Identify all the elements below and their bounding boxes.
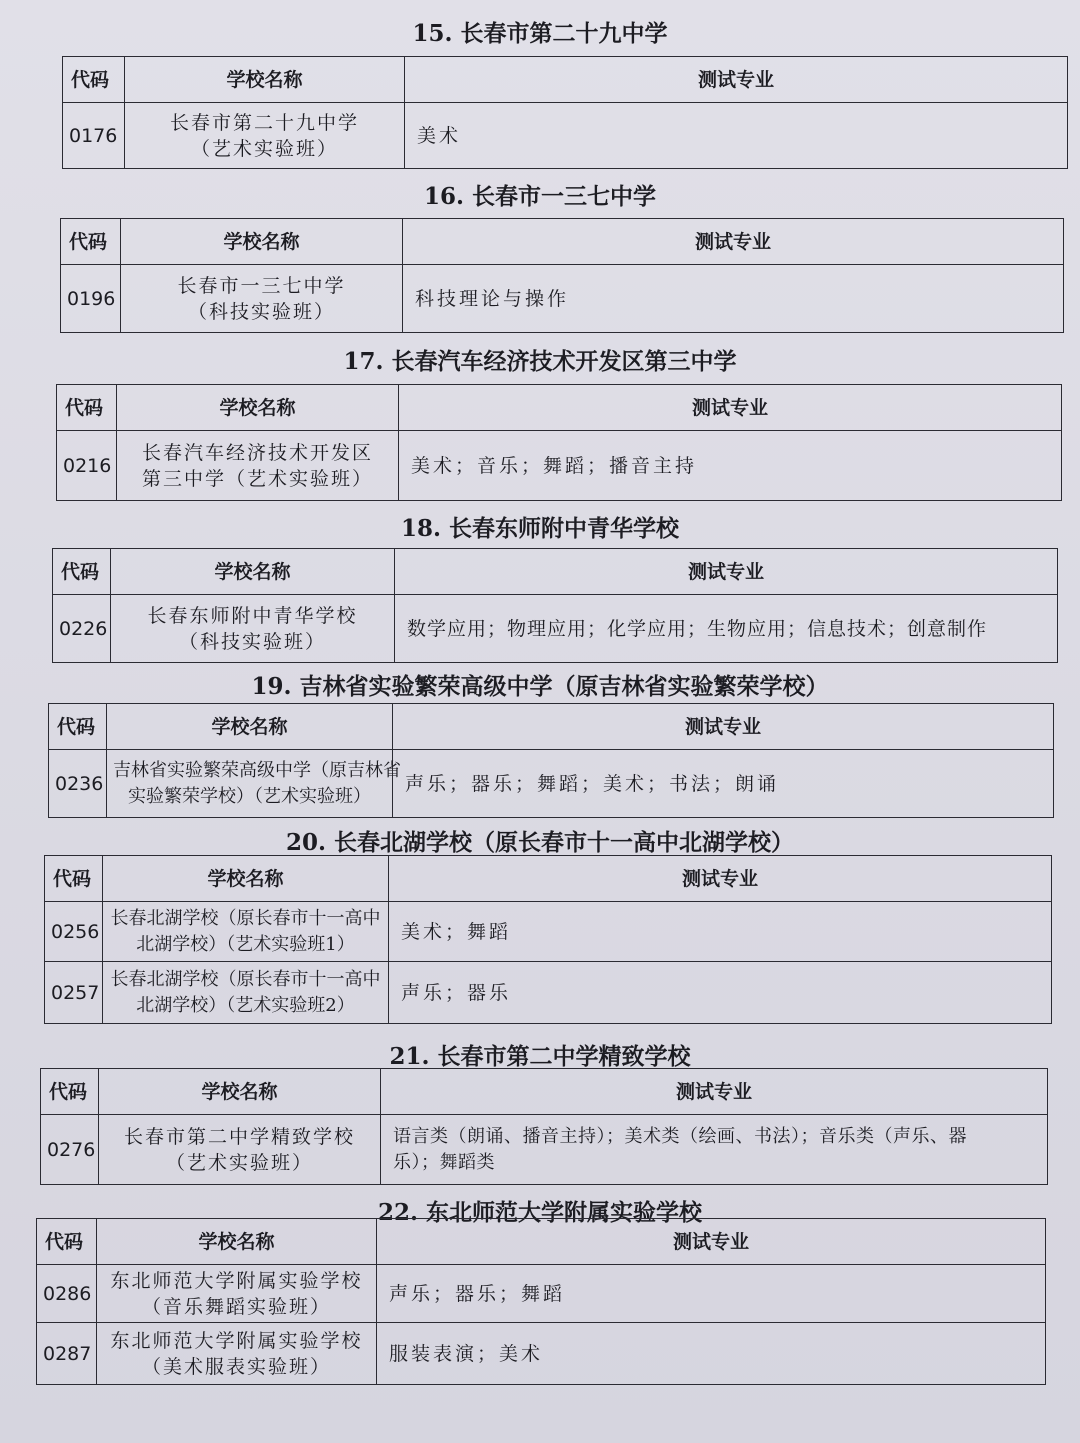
- row-code: 0196: [61, 265, 121, 333]
- section-title: 20. 长春北湖学校（原长春市十一高中北湖学校）: [285, 829, 795, 856]
- header-code: 代码: [63, 57, 125, 103]
- section-table: [60, 218, 1064, 333]
- header-code: 代码: [37, 1219, 97, 1265]
- table-row: [37, 1323, 1046, 1385]
- header-code: 代码: [45, 856, 103, 902]
- header-code: 代码: [49, 704, 107, 750]
- table-row: [49, 750, 1054, 818]
- header-code: 代码: [57, 385, 117, 431]
- section-table: [44, 855, 1052, 1024]
- row-school-name: 长春汽车经济技术开发区 第三中学（艺术实验班）: [117, 431, 399, 501]
- header-major: 测试专业: [399, 385, 1062, 431]
- table-row: [61, 265, 1064, 333]
- section-title: 19. 吉林省实验繁荣高级中学（原吉林省实验繁荣学校）: [251, 673, 829, 700]
- table-row: [45, 902, 1052, 962]
- header-name: 学校名称: [107, 704, 393, 750]
- header-major: 测试专业: [381, 1069, 1048, 1115]
- row-major: 美术；舞蹈: [389, 902, 1052, 962]
- section-table: [62, 56, 1068, 169]
- table-row: [37, 1265, 1046, 1323]
- row-school-name: 长春东师附中青华学校 （科技实验班）: [111, 595, 395, 663]
- row-major: 声乐；器乐: [389, 962, 1052, 1024]
- row-school-name: 长春市第二中学精致学校 （艺术实验班）: [99, 1115, 381, 1185]
- section-table: [48, 703, 1054, 818]
- row-major: 服装表演；美术: [377, 1323, 1046, 1385]
- row-school-name: 长春市一三七中学 （科技实验班）: [121, 265, 403, 333]
- table-row: [45, 962, 1052, 1024]
- row-major: 声乐；器乐；舞蹈；美术；书法；朗诵: [393, 750, 1054, 818]
- row-major: 声乐；器乐；舞蹈: [377, 1265, 1046, 1323]
- row-major: 语言类（朗诵、播音主持）；美术类（绘画、书法）；音乐类（声乐、器 乐）；舞蹈类: [381, 1115, 1048, 1185]
- row-code: 0176: [63, 103, 125, 169]
- row-code: 0226: [53, 595, 111, 663]
- header-major: 测试专业: [403, 219, 1064, 265]
- header-code: 代码: [53, 549, 111, 595]
- header-major: 测试专业: [393, 704, 1054, 750]
- row-code: 0287: [37, 1323, 97, 1385]
- row-code: 0286: [37, 1265, 97, 1323]
- row-major: 数学应用；物理应用；化学应用；生物应用；信息技术；创意制作: [395, 595, 1058, 663]
- header-name: 学校名称: [125, 57, 405, 103]
- section-table: [52, 548, 1058, 663]
- header-major: 测试专业: [377, 1219, 1046, 1265]
- header-major: 测试专业: [395, 549, 1058, 595]
- section-title: 17. 长春汽车经济技术开发区第三中学: [343, 348, 737, 375]
- section-title: 16. 长春市一三七中学: [423, 183, 657, 210]
- row-major: 美术: [405, 103, 1068, 169]
- header-name: 学校名称: [117, 385, 399, 431]
- row-code: 0216: [57, 431, 117, 501]
- section-title: 22. 东北师范大学附属实验学校: [377, 1199, 703, 1226]
- header-major: 测试专业: [405, 57, 1068, 103]
- table-row: [53, 595, 1058, 663]
- section-table: [36, 1218, 1046, 1385]
- section-title: 15. 长春市第二十九中学: [412, 20, 668, 47]
- header-code: 代码: [61, 219, 121, 265]
- table-row: [57, 431, 1062, 501]
- row-code: 0256: [45, 902, 103, 962]
- header-major: 测试专业: [389, 856, 1052, 902]
- section-table: [40, 1068, 1048, 1185]
- row-school-name: 长春北湖学校（原长春市十一高中 北湖学校）（艺术实验班1）: [103, 902, 389, 962]
- table-row: [41, 1115, 1048, 1185]
- row-school-name: 东北师范大学附属实验学校 （音乐舞蹈实验班）: [97, 1265, 377, 1323]
- row-code: 0257: [45, 962, 103, 1024]
- section-title: 21. 长春市第二中学精致学校: [389, 1043, 691, 1070]
- header-code: 代码: [41, 1069, 99, 1115]
- header-name: 学校名称: [97, 1219, 377, 1265]
- row-school-name: 东北师范大学附属实验学校 （美术服表实验班）: [97, 1323, 377, 1385]
- row-code: 0236: [49, 750, 107, 818]
- table-row: [63, 103, 1068, 169]
- row-school-name: 吉林省实验繁荣高级中学（原吉林省 实验繁荣学校）（艺术实验班）: [107, 750, 393, 818]
- header-name: 学校名称: [111, 549, 395, 595]
- row-major: 美术；音乐；舞蹈；播音主持: [399, 431, 1062, 501]
- row-code: 0276: [41, 1115, 99, 1185]
- row-major: 科技理论与操作: [403, 265, 1064, 333]
- header-name: 学校名称: [103, 856, 389, 902]
- section-table: [56, 384, 1062, 501]
- header-name: 学校名称: [121, 219, 403, 265]
- header-name: 学校名称: [99, 1069, 381, 1115]
- row-school-name: 长春北湖学校（原长春市十一高中 北湖学校）（艺术实验班2）: [103, 962, 389, 1024]
- section-title: 18. 长春东师附中青华学校: [400, 515, 680, 542]
- row-school-name: 长春市第二十九中学 （艺术实验班）: [125, 103, 405, 169]
